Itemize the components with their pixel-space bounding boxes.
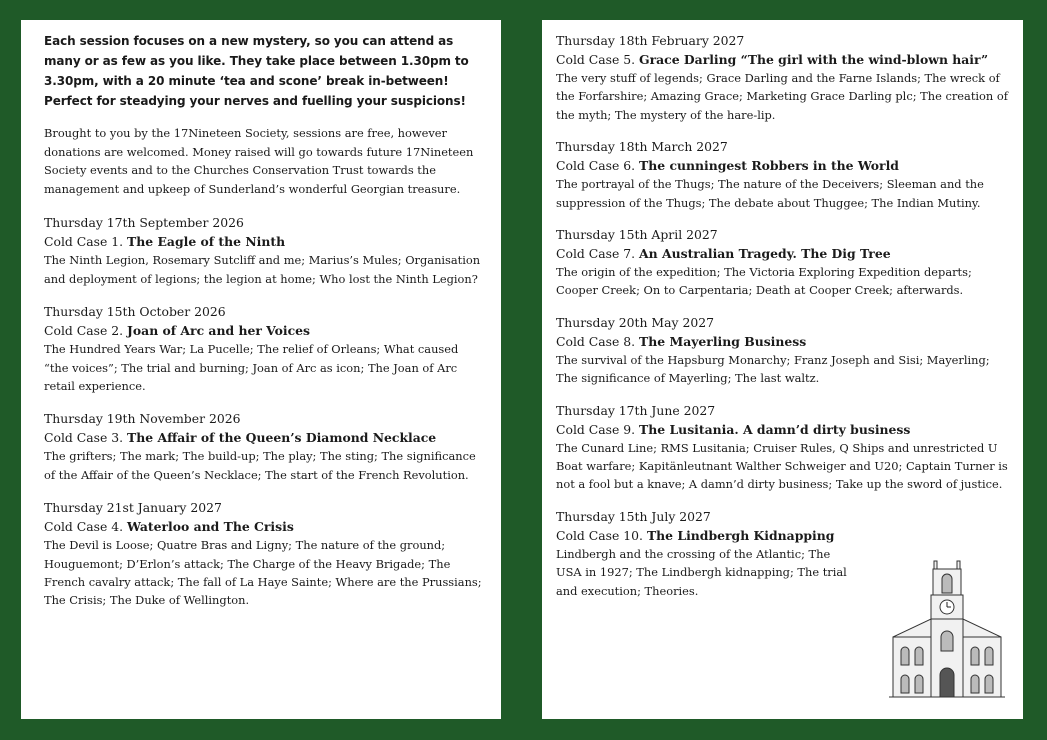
session-date: Thursday 19th November 2026 [44,411,241,427]
session-heading [556,332,1009,351]
session-date: Thursday 15th April 2027 [556,227,718,243]
case-number: Cold Case 7. [556,246,636,262]
session-description: The Devil is Loose; Quatre Bras and Ligny; The nature of the ground; Houguemont; D’Erlon’s attack; The Charge of the Heavy Brigade; The French cavalry attack; The fall of La Haye Sainte; Where are the Prussians; The Crisis; The Duke of Wellington. [44,538,482,608]
case-number: Cold Case 9. [556,421,636,437]
case-title: Joan of Arc and her Voices [127,323,311,339]
intro-bold-text: Each session focuses on a new mystery, so you can attend as many or as few as you like. They take place between 1.30pm to 3.30pm, with a 20 minute ‘tea and scone’ break in-between! Perfect for steadying your nerves and fuelling your suspicions! [44,34,469,108]
case-title: Waterloo and The Crisis [127,519,294,535]
session-date: Thursday 17th September 2026 [44,215,244,231]
session-5 [556,31,1009,124]
case-title: Grace Darling “The girl with the wind-blown hair” [639,52,989,67]
session-description: The grifters; The mark; The build-up; The play; The sting; The significance of the Affair of the Queen’s Necklace; The start of the French Revolution. [44,449,476,482]
session-7 [556,225,1009,300]
case-title: The Lusitania. A damn’d dirty business [639,421,911,437]
session-description: The Ninth Legion, Rosemary Sutcliff and me; Marius’s Mules; Organisation and deployment of legions; the legion at home; Who lost the Ninth Legion? [44,253,481,286]
session-8 [556,313,1009,388]
session-heading [44,232,483,251]
session-3 [44,409,483,484]
case-title: The Mayerling Business [639,333,807,349]
session-date: Thursday 17th June 2027 [556,402,716,418]
session-2 [44,302,483,395]
session-heading [556,156,1009,175]
session-description: The Cunard Line; RMS Lusitania; Cruiser Rules, Q Ships and unrestricted U Boat warfare; Kapitänleutnant Walther Schweiger and U20; Captain Turner is not a fool but a knave; A damn’d dirty business; Take up the sword of justice. [556,440,1008,492]
case-number: Cold Case 8. [556,333,636,349]
session-heading [556,244,1009,263]
session-description: The very stuff of legends; Grace Darling and the Farne Islands; The wreck of the Forfarshire; Amazing Grace; Marketing Grace Darling plc; The creation of the myth; The mystery of the hare-lip. [556,71,1008,122]
case-title: The Affair of the Queen’s Diamond Necklace [127,430,437,446]
session-heading [556,50,1009,69]
session-date: Thursday 18th March 2027 [556,139,728,155]
church-icon [889,559,1005,699]
case-number: Cold Case 2. [44,323,124,339]
session-date: Thursday 18th February 2027 [556,33,745,48]
session-description: The survival of the Hapsburg Monarchy; Franz Joseph and Sisi; Mayerling; The significance of Mayerling; The last waltz. [556,352,990,386]
case-title: An Australian Tragedy. The Dig Tree [639,246,891,262]
session-date: Thursday 21st January 2027 [44,500,222,516]
left-panel [21,20,501,719]
session-heading [556,526,1009,545]
right-panel [542,20,1023,719]
case-number: Cold Case 1. [44,234,124,250]
session-date: Thursday 15th July 2027 [556,508,711,524]
session-date: Thursday 20th May 2027 [556,314,714,330]
case-number: Cold Case 3. [44,430,124,446]
session-1 [44,213,483,288]
session-description: The origin of the expedition; The Victoria Exploring Expedition departs; Cooper Creek; On to Carpentaria; Death at Cooper Creek; afterwards. [556,265,972,298]
session-heading [44,517,483,536]
session-4 [44,498,483,610]
case-number: Cold Case 10. [556,527,643,543]
case-number: Cold Case 5. [556,52,636,67]
session-heading [556,420,1009,439]
case-title: The Eagle of the Ninth [127,234,286,250]
session-description: Lindbergh and the crossing of the Atlantic; The USA in 1927; The Lindbergh kidnapping; The trial and execution; Theories. [556,546,847,598]
session-heading [44,321,483,340]
session-heading [44,428,483,447]
session-description: The Hundred Years War; La Pucelle; The relief of Orleans; What caused “the voices”; The trial and burning; Joan of Arc as icon; The Joan of Arc retail experience. [44,342,459,393]
session-6 [556,137,1009,212]
session-date: Thursday 15th October 2026 [44,304,226,320]
session-description: The portrayal of the Thugs; The nature of the Deceivers; Sleeman and the suppression of the Thugs; The debate about Thuggee; The Indian Mutiny. [556,177,984,210]
intro-text: Brought to you by the 17Nineteen Society, sessions are free, however donations are welcomed. Money raised will go towards future 17Nineteen Society events and to the Churches Conservation Trust towards the management and upkeep of Sunderland’s wonderful Georgian treasure. [44,126,474,196]
case-number: Cold Case 6. [556,158,636,174]
session-9 [556,401,1009,494]
case-title: The cunningest Robbers in the World [639,158,899,174]
case-title: The Lindbergh Kidnapping [646,527,835,543]
case-number: Cold Case 4. [44,519,124,535]
